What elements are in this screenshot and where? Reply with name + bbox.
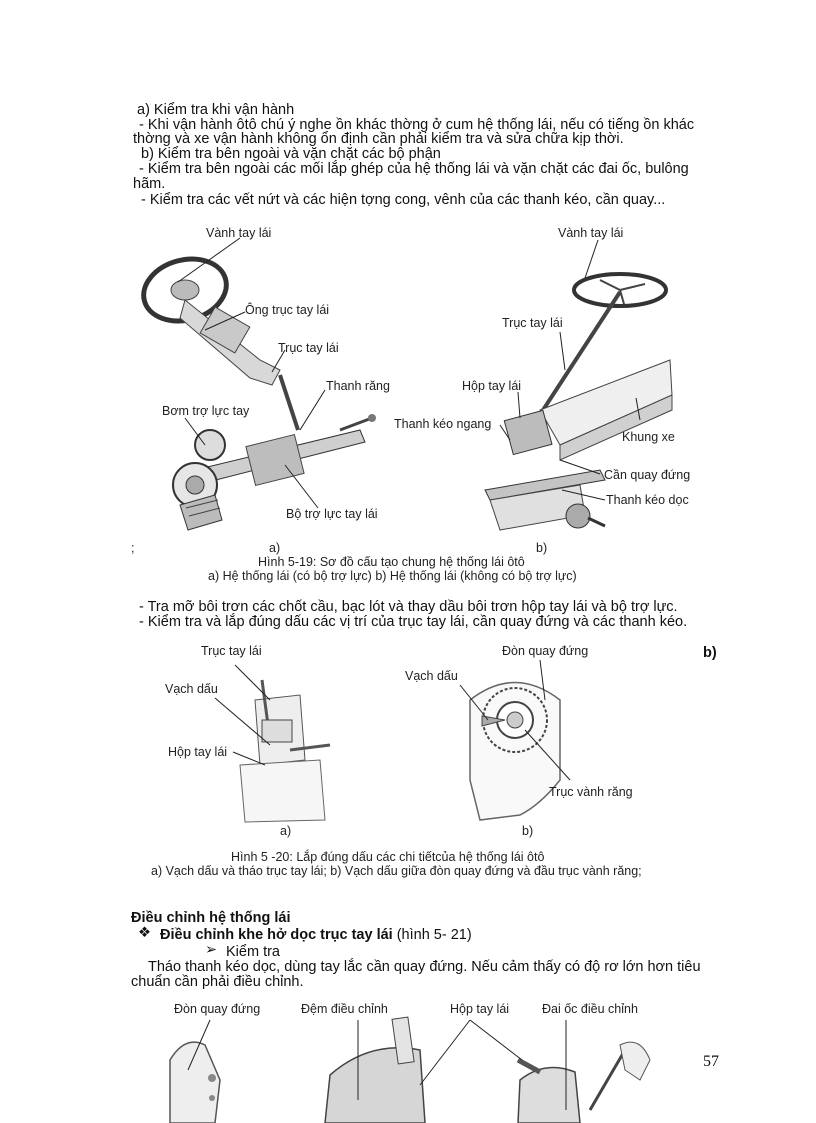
fig519-sub-a: a) [269, 541, 281, 555]
fig519-marker: ; [131, 541, 135, 555]
section-b-line3: - Kiểm tra các vết nứt và các hiện tợng cong, vênh của các thanh kéo, cần quay... [141, 192, 666, 208]
fig520-right-label-vach: Vạch dấu [405, 669, 458, 683]
fig519-sub-b: b) [536, 541, 548, 555]
maintenance-line2: - Kiểm tra và lắp đúng dấu các vị trí của trục tay lái, cần quay đứng và các thanh kéo. [139, 614, 688, 630]
adjust-heading: Điều chỉnh hệ thống lái [131, 910, 291, 926]
fig519-left-label-vanh: Vành tay lái [206, 226, 272, 240]
fig520-caption: Hình 5 -20: Lắp đúng dấu các chi tiếtcủa hệ thống lái ôtô [231, 850, 545, 864]
fig519-left-label-thanh-rang: Thanh răng [326, 379, 390, 393]
adjust-para1: Tháo thanh kéo dọc, dùng tay lắc cần quay đứng. Nếu cảm thấy có độ rơ lớn hơn tiêu [148, 959, 701, 975]
fig520-caption2: a) Vạch dấu và tháo trục tay lái; b) Vạch dấu giữa đòn quay đứng và đầu trục vành răng; [151, 864, 642, 878]
fig519-left-label-ong: Ông trục tay lái [245, 303, 330, 317]
fig521-label-dem: Đệm điều chỉnh [301, 1002, 388, 1016]
adjust-check-label: Kiểm tra [226, 944, 280, 960]
fig520-sub-a: a) [280, 824, 292, 838]
section-b-line2: hãm. [133, 176, 166, 192]
fig521-label-dai-oc: Đai ốc điều chỉnh [542, 1002, 638, 1016]
section-b-line1: - Kiểm tra bên ngoài các mối lắp ghép của hệ thống lái và vặn chặt các đai ốc, bulông [139, 161, 689, 177]
fig519-right-label-truc: Trục tay lái [502, 316, 563, 330]
page-number: 57 [703, 1053, 719, 1070]
fig519-right-label-thanh-keo-doc: Thanh kéo dọc [606, 493, 689, 507]
fig519-caption2: a) Hệ thống lái (có bộ trợ lực) b) Hệ thống lái (không có bộ trợ lực) [208, 569, 577, 583]
fig519-caption: Hình 5-19: Sơ đồ cấu tạo chung hệ thống lái ôtô [258, 555, 525, 569]
section-a-line1: - Khi vận hành ôtô chú ý nghe ồn khác thờng ở cum hệ thống lái, nếu có tiếng ồn khác [139, 117, 695, 133]
fig519-right-label-thanh-keo-ngang: Thanh kéo ngang [394, 417, 492, 431]
fig519-left-label-bom: Bơm trợ lực tay [162, 404, 250, 418]
section-a-title: a) Kiểm tra khi vận hành [137, 102, 295, 118]
section-b-title: b) Kiểm tra bên ngoài và vặn chặt các bộ phận [141, 146, 441, 162]
adjust-sub-heading-ref: (hình 5- 21) [396, 927, 472, 943]
fig520-left-label-hop: Hộp tay lái [168, 745, 228, 759]
adjust-sub-heading: Điều chỉnh khe hở dọc trục tay lái [160, 927, 393, 943]
fig520-right-label-don: Đòn quay đứng [502, 644, 589, 658]
fig520-right-label-truc-vanh: Trục vành răng [549, 785, 633, 799]
fig521-label-hop: Hộp tay lái [450, 1002, 510, 1016]
fig519-left-label-bo-tro-luc: Bộ trợ lực tay lái [286, 507, 378, 521]
fig519-right-label-hop: Hộp tay lái [462, 379, 522, 393]
section-a-line2: thờng và xe vận hành không ổn định cần phải kiểm tra và sửa chữa kịp thời. [133, 131, 624, 147]
fig520-corner-b: b) [703, 645, 717, 661]
fig520-left-label-truc: Trục tay lái [201, 644, 262, 658]
fig520-left-label-vach: Vạch dấu [165, 682, 218, 696]
maintenance-line1: - Tra mỡ bôi trơn các chốt cầu, bạc lót và thay dầu bôi trơn hộp tay lái và bộ trợ lực. [139, 599, 678, 615]
fig519-left-label-truc: Trục tay lái [278, 341, 339, 355]
fig519-right-label-khung: Khung xe [622, 430, 675, 444]
arrow-bullet-icon: ➢ [205, 942, 218, 958]
diamond-bullet-icon: ❖ [138, 925, 151, 941]
fig519-right-label-vanh: Vành tay lái [558, 226, 624, 240]
fig519-right-label-can-quay: Cần quay đứng [604, 468, 691, 482]
adjust-para2: chuẩn cần phải điều chỉnh. [131, 974, 304, 990]
fig520-sub-b: b) [522, 824, 534, 838]
fig521-label-don: Đòn quay đứng [174, 1002, 261, 1016]
